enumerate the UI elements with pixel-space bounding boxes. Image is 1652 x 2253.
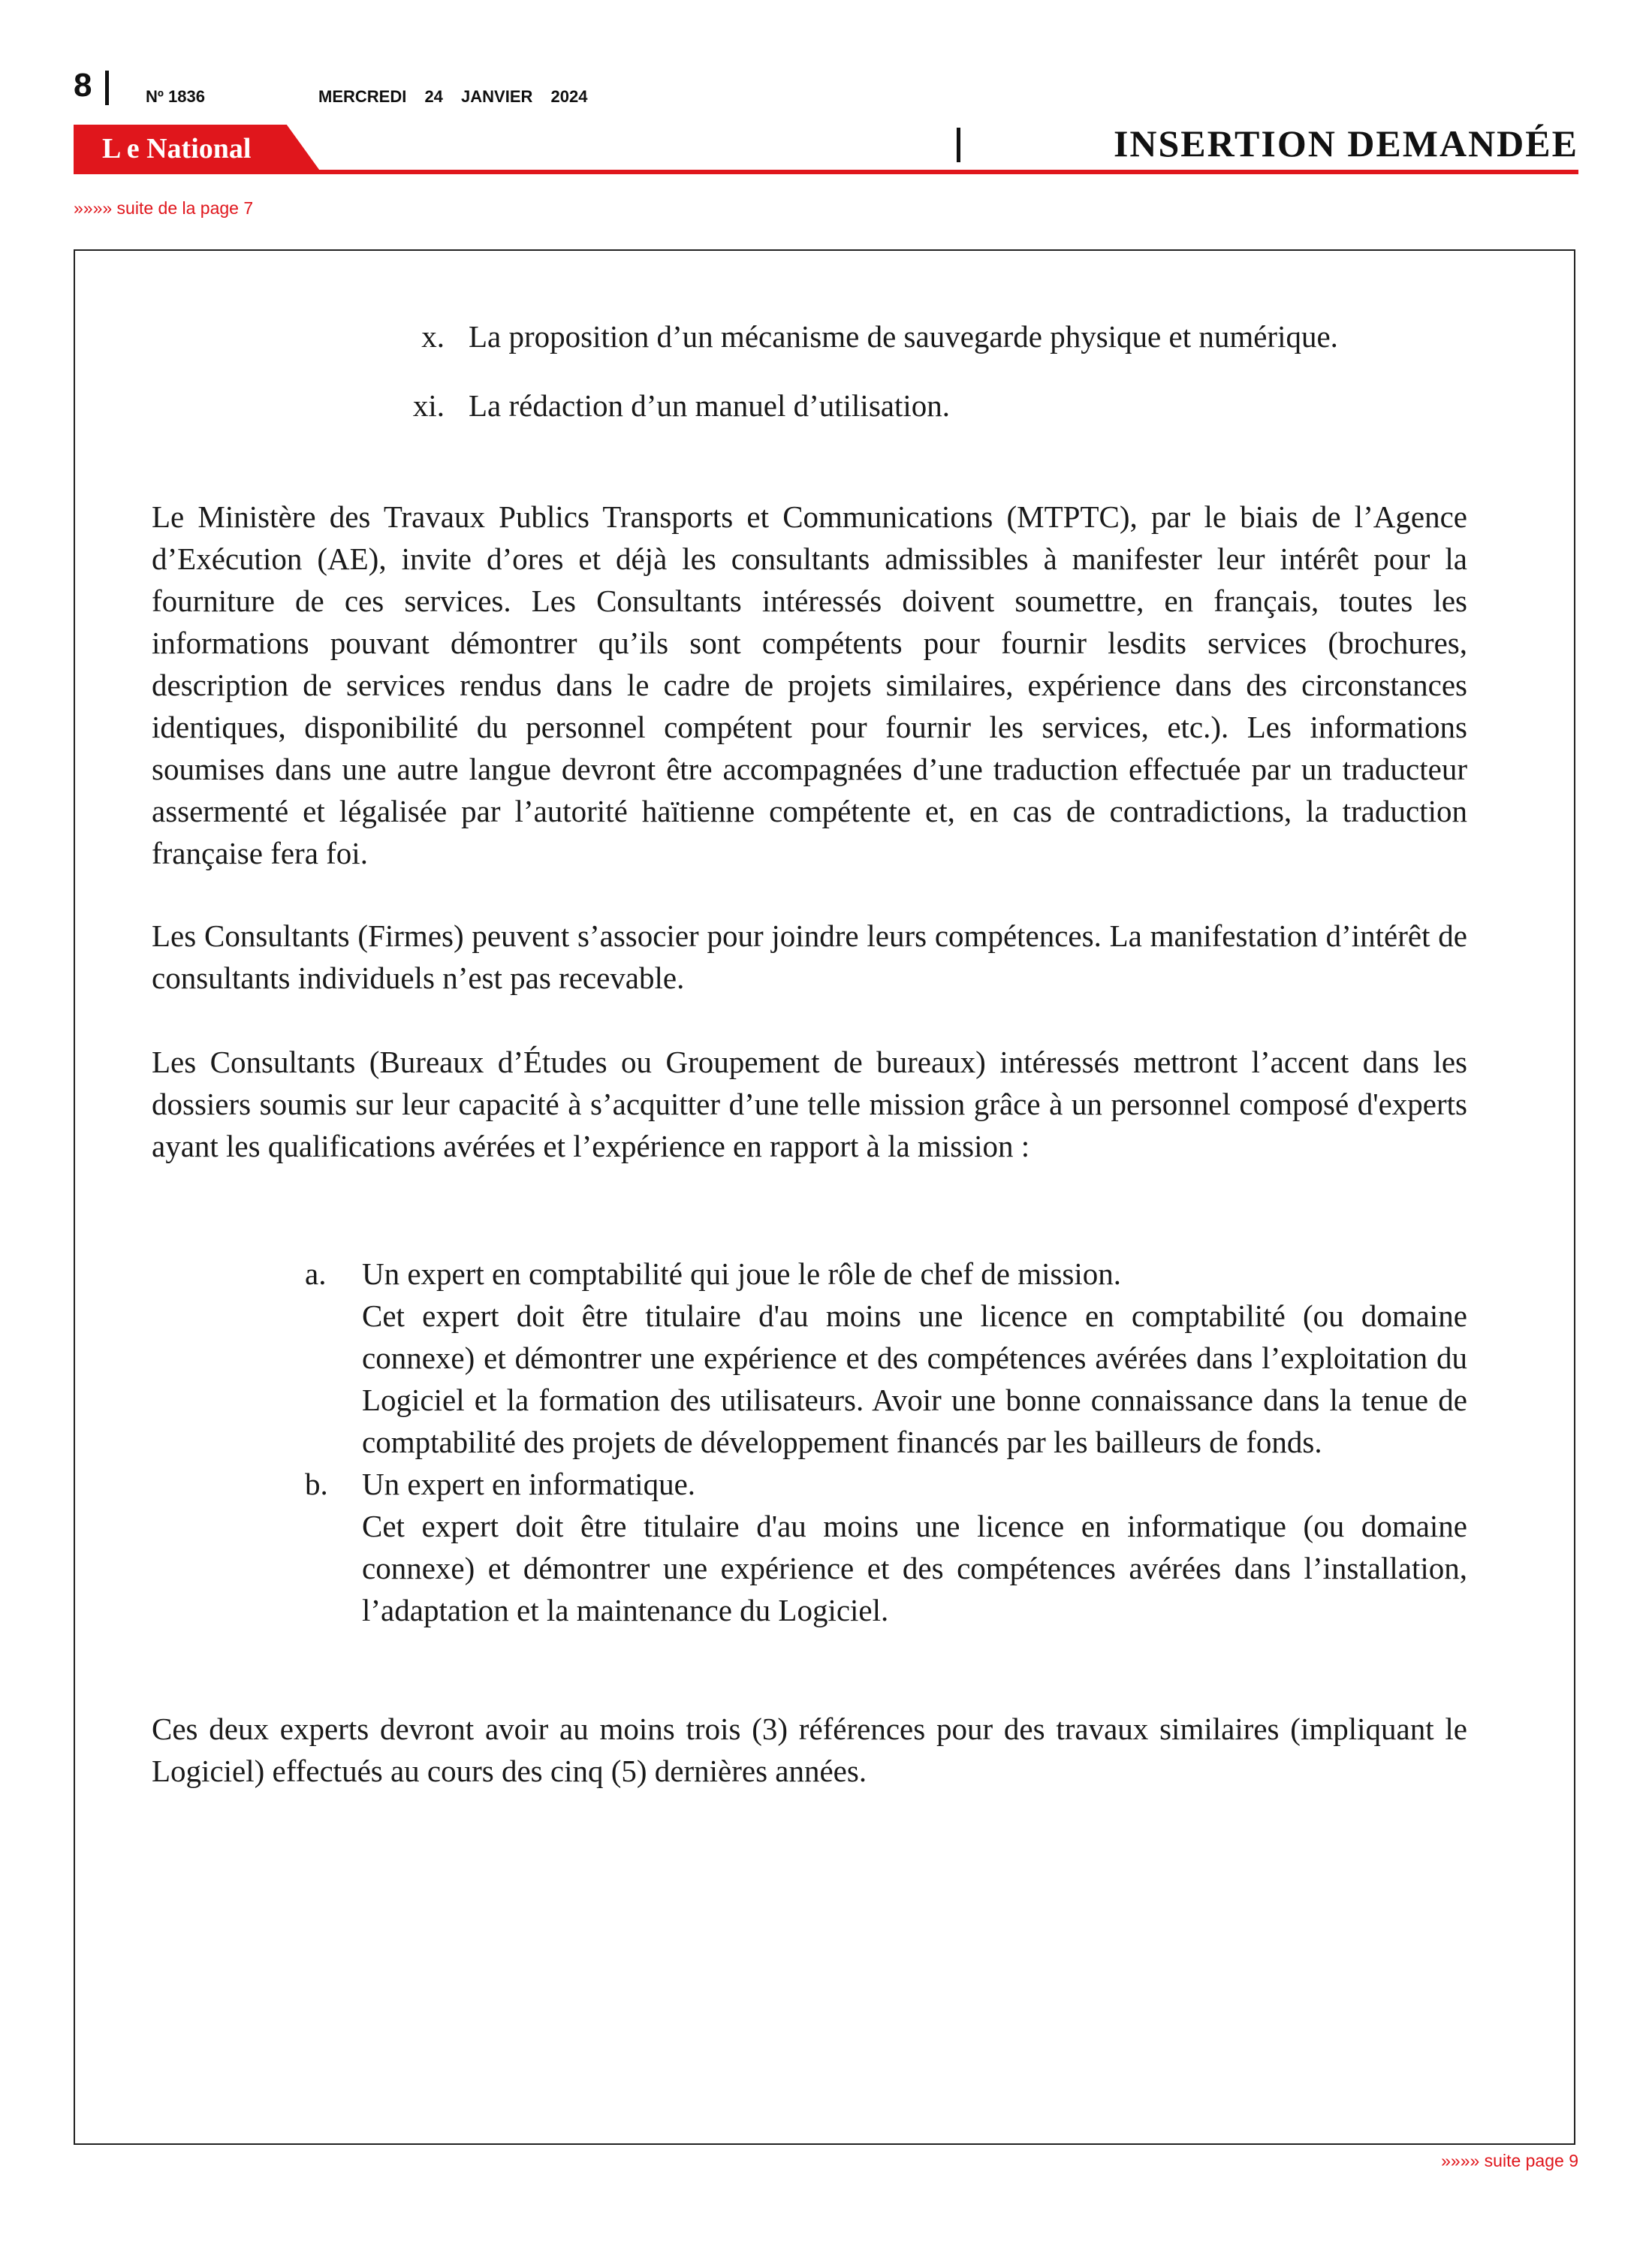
paragraph-qualifications: Les Consultants (Bureaux d’Études ou Groupement de bureaux) intéressés mettront l’accent dans les dossiers soumis sur leur capacité à s’acquitter d’une telle mission grâce à un personnel composé d'experts ayant les qualifications avérées et l’expérience en rapport à la mission :	[152, 1045, 1467, 1163]
expert-title: Un expert en informatique.	[362, 1467, 696, 1501]
paragraph-invitation: Le Ministère des Travaux Publics Transports et Communications (MTPTC), par le biais de l’Agence d’Exécution (AE), invite d’ores et déjà les consultants admissibles à manifester leur intérêt pour la fourniture de ces services. Les Consultants intéressés doivent soumettre, en français, toutes les informations pouvant démontrer qu’ils sont compétents pour fournir lesdits services (brochures, description de services rendus dans le cadre de projets similaires, expérience dans des circonstances identiques, disponibilité du personnel compétent pour fournir les services, etc.). Les informations soumises dans une autre langue devront être accompagnées d’une traduction effectuée par un traducteur assermenté et légalisée par l’autorité haïtienne compétente et, en cas de contradictions, la traduction française fera foi.	[152, 499, 1467, 870]
issue-number: Nº 1836	[146, 87, 205, 106]
list-item	[372, 315, 1499, 357]
list-item-text: La rédaction d’un manuel d’utilisation.	[469, 388, 951, 423]
list-item	[372, 385, 1499, 427]
continued-to-link[interactable]: »»»» suite page 9	[1441, 2151, 1578, 2170]
expert-marker: a.	[305, 1256, 327, 1291]
expert-item	[305, 1463, 1467, 1631]
expert-item	[305, 1253, 1467, 1463]
paragraph-association: Les Consultants (Firmes) peuvent s’associer pour joindre leurs compétences. La manifestation d’intérêt de consultants individuels n’est pas recevable.	[152, 918, 1467, 995]
list-item-text: La proposition d’un mécanisme de sauvegarde physique et numérique.	[469, 319, 1338, 354]
continued-from-link[interactable]: »»»» suite de la page 7	[74, 198, 254, 218]
list-marker: xi.	[412, 388, 445, 423]
expert-list	[305, 1253, 1467, 1631]
page-number: 8	[74, 67, 92, 104]
expert-title: Un expert en comptabilité qui joue le rôle de chef de mission.	[362, 1256, 1122, 1291]
issue-date: MERCREDI 24 JANVIER 2024	[318, 87, 588, 106]
header-red-rule	[74, 170, 1578, 174]
expert-marker: b.	[305, 1467, 328, 1501]
list-marker: x.	[421, 319, 445, 354]
header-divider	[957, 128, 960, 162]
expert-description: Cet expert doit être titulaire d'au moins une licence en informatique (ou domaine connexe) et démontrer une expérience et des compétences avérées dans l’installation, l’adaptation et la maintenance du Logiciel.	[362, 1509, 1467, 1627]
page-number-divider	[105, 71, 109, 105]
newspaper-logo	[74, 125, 321, 173]
section-title: INSERTION DEMANDÉE	[1113, 122, 1578, 164]
expert-description: Cet expert doit être titulaire d'au moins une licence en comptabilité (ou domaine connexe) et démontrer une expérience et des compétences avérées dans l’exploitation du Logiciel et la formation des utilisateurs. Avoir une bonne connaissance dans la tenue de comptabilité des projets de développement financés par les bailleurs de fonds.	[362, 1298, 1467, 1459]
requirement-list-continued	[372, 315, 1499, 454]
logo-text: L e National	[102, 133, 252, 164]
paragraph-references: Ces deux experts devront avoir au moins trois (3) références pour des travaux similaires (impliquant le Logiciel) effectués au cours des cinq (5) dernières années.	[152, 1712, 1467, 1788]
